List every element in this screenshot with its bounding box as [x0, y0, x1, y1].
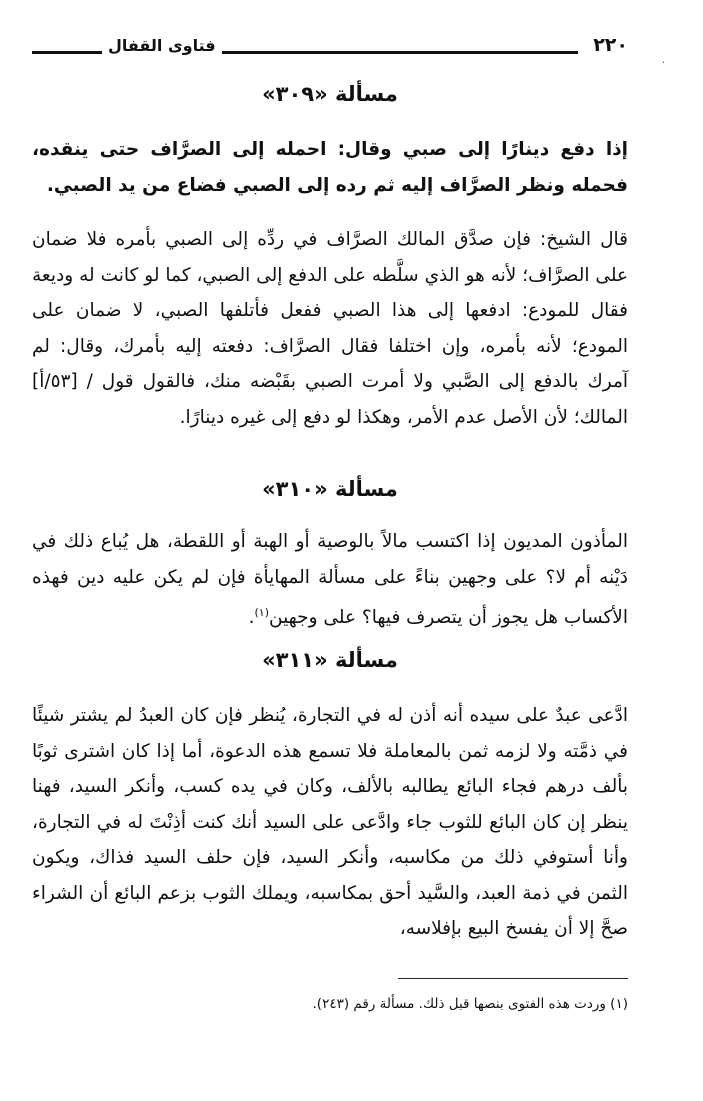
section-heading-309: مسألة «٣٠٩»: [262, 82, 398, 106]
section-heading-310: مسألة «٣١٠»: [262, 477, 398, 501]
section-heading-311: مسألة «٣١١»: [262, 648, 398, 672]
footnote-divider: [398, 978, 628, 979]
footnote-marker: (١): [254, 606, 269, 619]
book-title: فتاوى القفال: [102, 36, 222, 55]
text-310: [32, 524, 628, 636]
text-310-body: المأذون المديون إذا اكتسب مالاً بالوصية أو الهبة أو اللقطة، هل يُباع ذلك في دَيْنه أم لا؟ على وجهين بناءً على مسألة المهايأة فإن لم يكن عليه دين فهذه الأكساب هل يجوز أن يتصرف فيها؟ على وجهين: [32, 531, 628, 629]
running-header: [32, 32, 628, 66]
text-311: ادَّعى عبدٌ على سيده أنه أذن له في التجارة، يُنظر فإن كان العبدُ لم يشتر شيئًا في ذمَّته ولا لزمه ثمن بالمعاملة فلا تسمع هذه الدعوة، أما إذا كان اشترى ثوبًا بألف درهم فجاء البائع يطالبه بالألف، وكان في يده كسب، وأنكر السيد، فهنا ينظر إن كان البائع للثوب جاء وادَّعى على السيد أنك كنت أذِنْتَ له في التجارة، وأنا أستوفي ذلك من مكاسبه، وأنكر السيد، فإن حلف السيد فذاك، ويكون الثمن في ذمة العبد، والسَّيد أحق بمكاسبه، ويملك الثوب بزعم البائع أن الشراء صحَّ إلا أن يفسخ البيع بإفلاسه،: [32, 705, 628, 939]
footnote: (١) وردت هذه الفتوى بنصها قبل ذلك. مسألة رقم (٢٤٣).: [312, 996, 628, 1012]
text-310-end: .: [248, 607, 255, 629]
question-309: إذا دفع دينارًا إلى صبي وقال: احمله إلى الصرَّاف حتى ينقده، فحمله ونظر الصرَّاف إليه ثم رده إلى الصبي فضاع من يد الصبي.: [32, 139, 628, 196]
page-number: ٢٢٠: [593, 34, 628, 56]
answer-309: قال الشيخ: فإن صدَّق المالك الصرَّاف في ردِّه إلى الصبي بأمره فلا ضمان على الصرَّاف؛ لأنه هو الذي سلَّطه على الدفع إلى الصبي، كما لو كانت له وديعة فقال للمودع: ادفعها إلى هذا الصبي ففعل فأتلفها الصبي، لا ضمان على المودع؛ لأنه بأمره، وإن اختلفا فقال الصرَّاف: دفعته إليه بأمرك، وقال: لم آمرك بالدفع إلى الصَّبي ولا أمرت الصبي بقَبْضه منك، فالقول قول / [٥٣/أ] المالك؛ لأن الأصل عدم الأمر، وهكذا لو دفع إلى غيره دينارًا.: [32, 229, 628, 428]
margin-mark: ·: [662, 58, 666, 69]
